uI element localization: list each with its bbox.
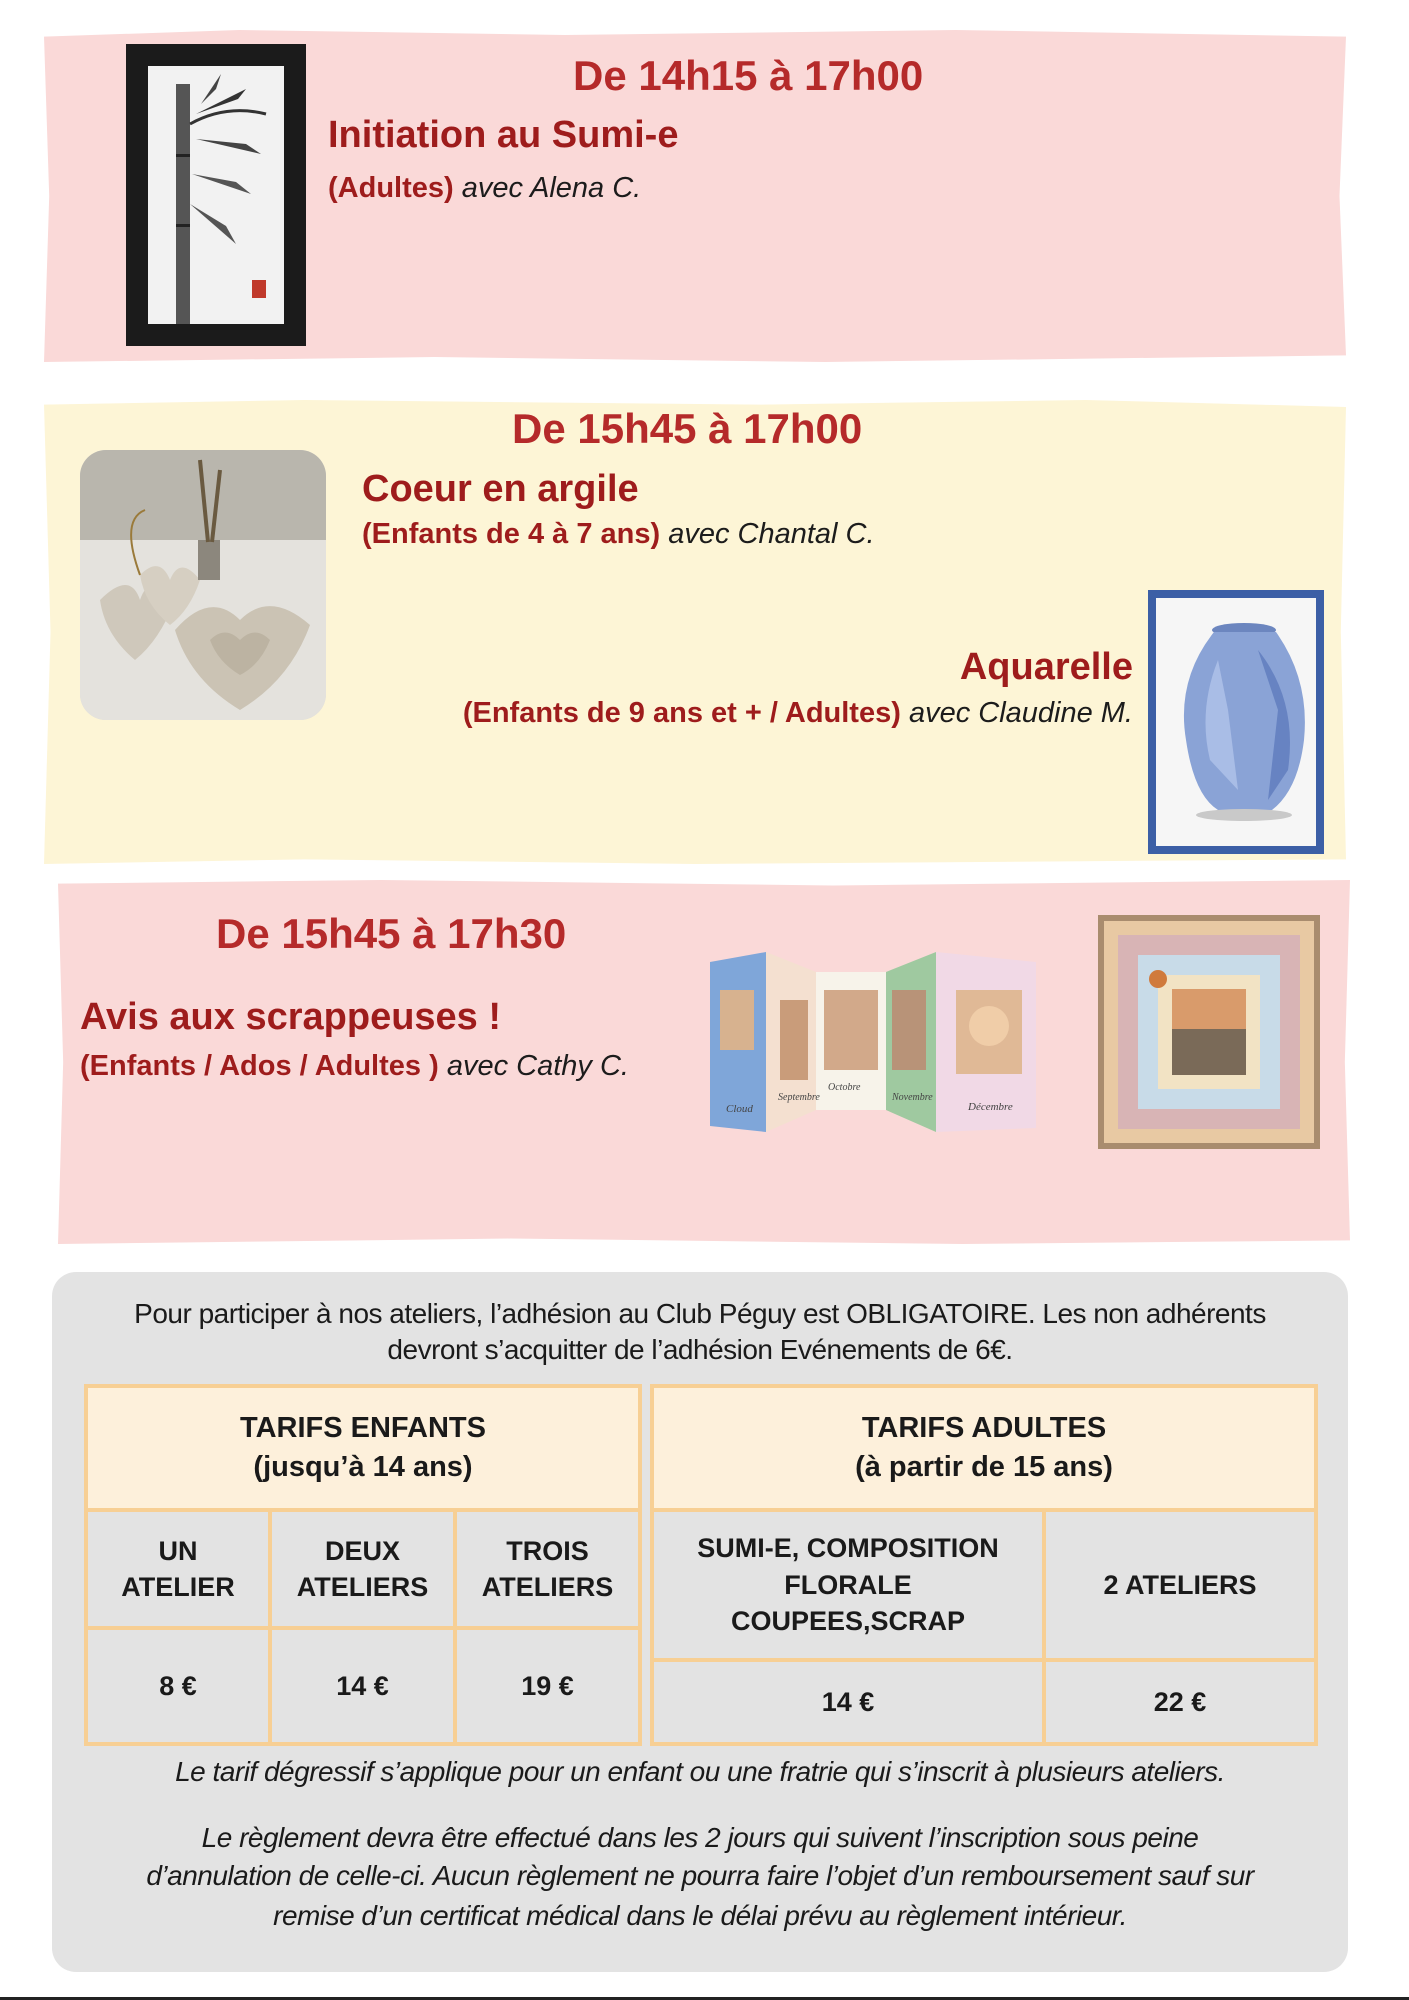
workshop-time: De 15h45 à 17h30 bbox=[216, 910, 567, 957]
col-label-line: ATELIERS bbox=[481, 1572, 614, 1602]
bamboo-ink-painting-image bbox=[126, 44, 306, 346]
album-label: Décembre bbox=[968, 1101, 1013, 1113]
workshop-title: Aquarelle bbox=[959, 646, 1133, 688]
workshop-teacher: avec Cathy C. bbox=[446, 1050, 629, 1082]
children-price-age: (jusqu’à 14 ans) bbox=[253, 1451, 473, 1483]
workshop-time: De 15h45 à 17h00 bbox=[512, 405, 863, 452]
workshop-teacher: avec Chantal C. bbox=[668, 518, 875, 550]
children-col-two bbox=[270, 1510, 455, 1628]
children-price-header bbox=[86, 1386, 640, 1510]
watercolor-vase-icon bbox=[1148, 590, 1324, 854]
col-label-line: FLORALE bbox=[784, 1569, 912, 1600]
children-price-table bbox=[84, 1384, 642, 1746]
workshop-audience: (Adultes) bbox=[328, 172, 454, 204]
workshop-audience-line bbox=[463, 697, 1133, 730]
workshop-audience: (Enfants / Ados / Adultes ) bbox=[80, 1050, 439, 1082]
children-price-three: 19 € bbox=[455, 1628, 640, 1744]
scrapbook-album-image bbox=[706, 950, 1042, 1140]
album-label: Septembre bbox=[778, 1092, 820, 1103]
payment-note-line2: d’annulation de celle-ci. Aucun règlement ne pourra faire l’objet d’un remboursement sauf sur bbox=[146, 1860, 1254, 1891]
membership-notice-line2: devront s’acquitter de l’adhésion Evénements de 6€. bbox=[387, 1334, 1013, 1365]
adults-price-single: 14 € bbox=[652, 1660, 1044, 1744]
workshop-time: De 14h15 à 17h00 bbox=[573, 52, 924, 99]
children-price-title: TARIFS ENFANTS bbox=[240, 1411, 486, 1444]
col-label-line: ATELIERS bbox=[296, 1572, 429, 1602]
workshop-title: Avis aux scrappeuses ! bbox=[80, 996, 502, 1038]
degressive-note: Le tarif dégressif s’applique pour un enfant ou une fratrie qui s’inscrit à plusieurs ateliers. bbox=[175, 1756, 1225, 1787]
payment-note-line3: remise d’un certificat médical dans le délai prévu au règlement intérieur. bbox=[273, 1900, 1127, 1931]
workshop-audience-line bbox=[362, 518, 875, 551]
adults-price-title: TARIFS ADULTES bbox=[861, 1411, 1107, 1444]
col-label-line: DEUX bbox=[324, 1535, 400, 1566]
scrapbook-page-image bbox=[1098, 915, 1320, 1149]
col-label-line: COUPEES,SCRAP bbox=[730, 1606, 966, 1637]
workshop-title: Coeur en argile bbox=[362, 468, 639, 510]
adults-price-header bbox=[652, 1386, 1316, 1510]
adults-price-two: 22 € bbox=[1044, 1660, 1316, 1744]
workshop-title: Initiation au Sumi-e bbox=[328, 114, 679, 156]
col-label-line: SUMI-E, COMPOSITION bbox=[697, 1533, 999, 1564]
clay-heart-photo-icon bbox=[80, 450, 326, 720]
workshop-teacher: avec Claudine M. bbox=[908, 697, 1133, 729]
workshop-audience-line bbox=[80, 1050, 629, 1083]
payment-note-line1: Le règlement devra être effectué dans les 2 jours qui suivent l’inscription sous peine bbox=[201, 1822, 1199, 1853]
workshop-teacher: avec Alena C. bbox=[461, 172, 642, 204]
bamboo-ink-painting-icon bbox=[126, 44, 306, 346]
scrapbook-page-icon bbox=[1098, 915, 1320, 1149]
adults-price-age: (à partir de 15 ans) bbox=[855, 1451, 1113, 1483]
adults-col-single bbox=[652, 1510, 1044, 1660]
children-price-one: 8 € bbox=[86, 1628, 270, 1744]
children-col-three bbox=[455, 1510, 640, 1628]
children-price-two: 14 € bbox=[270, 1628, 455, 1744]
adults-col-two: 2 ATELIERS bbox=[1044, 1510, 1316, 1660]
watercolor-vase-image bbox=[1148, 590, 1324, 854]
col-label-line: ATELIER bbox=[121, 1572, 235, 1602]
clay-heart-photo-image bbox=[80, 450, 326, 720]
album-label: Octobre bbox=[828, 1082, 861, 1093]
col-label-line: TROIS bbox=[506, 1535, 589, 1566]
workshop-audience-line bbox=[328, 172, 641, 205]
album-label: Novembre bbox=[892, 1092, 933, 1103]
adults-price-table bbox=[650, 1384, 1318, 1746]
album-label: Cloud bbox=[726, 1103, 753, 1115]
scrapbook-album-icon bbox=[706, 950, 1042, 1140]
membership-notice-line1: Pour participer à nos ateliers, l’adhésion au Club Péguy est OBLIGATOIRE. Les non adhérents bbox=[134, 1298, 1266, 1329]
children-col-one bbox=[86, 1510, 270, 1628]
col-label-line: UN bbox=[158, 1535, 198, 1566]
workshop-audience: (Enfants de 4 à 7 ans) bbox=[362, 518, 661, 550]
workshop-audience: (Enfants de 9 ans et + / Adultes) bbox=[462, 697, 901, 729]
